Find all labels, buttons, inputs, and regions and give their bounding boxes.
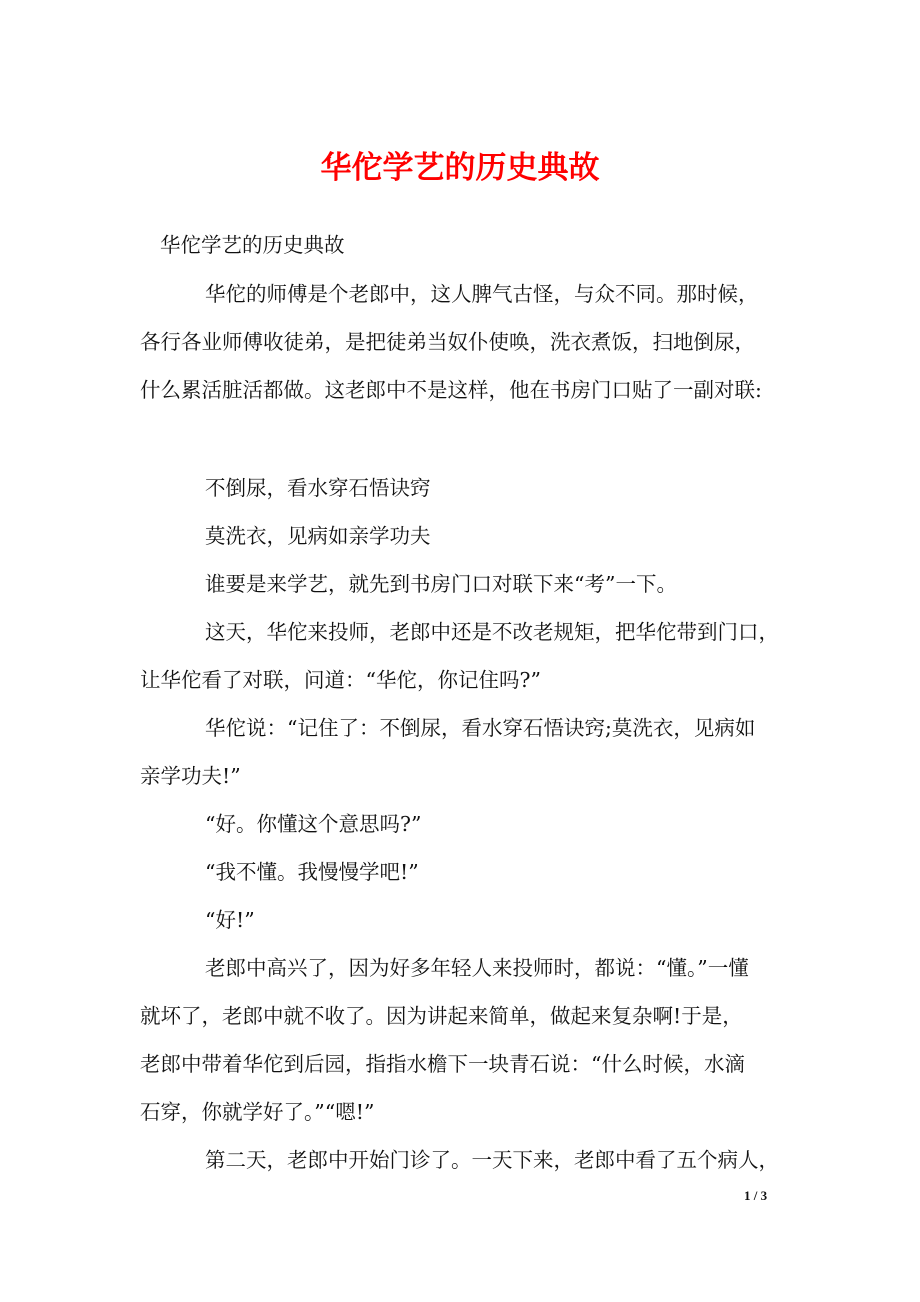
paragraph-line: 第二天，老郎中开始门诊了。一天下来，老郎中看了五个病人， — [205, 1148, 779, 1172]
paragraph-line: 老郎中高兴了，因为好多年轻人来投师时，都说：“懂。”一懂 — [205, 956, 749, 980]
subtitle: 华佗学艺的历史典故 — [160, 233, 345, 257]
paragraph-line: 什么累活脏活都做。这老郎中不是这样，他在书房门口贴了一副对联: — [140, 378, 762, 402]
document-title: 华佗学艺的历史典故 — [320, 150, 600, 186]
paragraph-line: 这天，华佗来投师，老郎中还是不改老规矩，把华佗带到门口， — [205, 620, 779, 644]
paragraph-line: 亲学功夫!” — [140, 764, 241, 788]
paragraph-line: “好。你懂这个意思吗?” — [205, 812, 422, 836]
couplet-line: 不倒尿，看水穿石悟诀窍 — [205, 476, 431, 500]
page-number: 1 / 3 — [744, 1188, 768, 1203]
paragraph-line: 各行各业师傅收徒弟，是把徒弟当奴仆使唤，洗衣煮饭，扫地倒尿， — [140, 330, 755, 354]
paragraph-line: 就坏了，老郎中就不收了。因为讲起来简单，做起来复杂啊!于是， — [140, 1004, 743, 1028]
paragraph-line: “我不懂。我慢慢学吧!” — [205, 860, 419, 884]
paragraph-line: 石穿，你就学好了。”“嗯!” — [140, 1100, 375, 1124]
couplet-line: 莫洗衣，见病如亲学功夫 — [205, 524, 431, 548]
paragraph-line: 华佗说：“记住了：不倒尿，看水穿石悟诀窍;莫洗衣，见病如 — [205, 716, 756, 740]
paragraph-line: 让华佗看了对联，问道：“华佗，你记住吗?” — [140, 668, 541, 692]
paragraph-line: 谁要是来学艺，就先到书房门口对联下来“考”一下。 — [205, 572, 677, 596]
paragraph-line: “好!” — [205, 908, 255, 932]
paragraph-line: 老郎中带着华佗到后园，指指水檐下一块青石说：“什么时候，水滴 — [140, 1052, 745, 1076]
paragraph-line: 华佗的师傅是个老郎中，这人脾气古怪，与众不同。那时候， — [205, 282, 759, 306]
